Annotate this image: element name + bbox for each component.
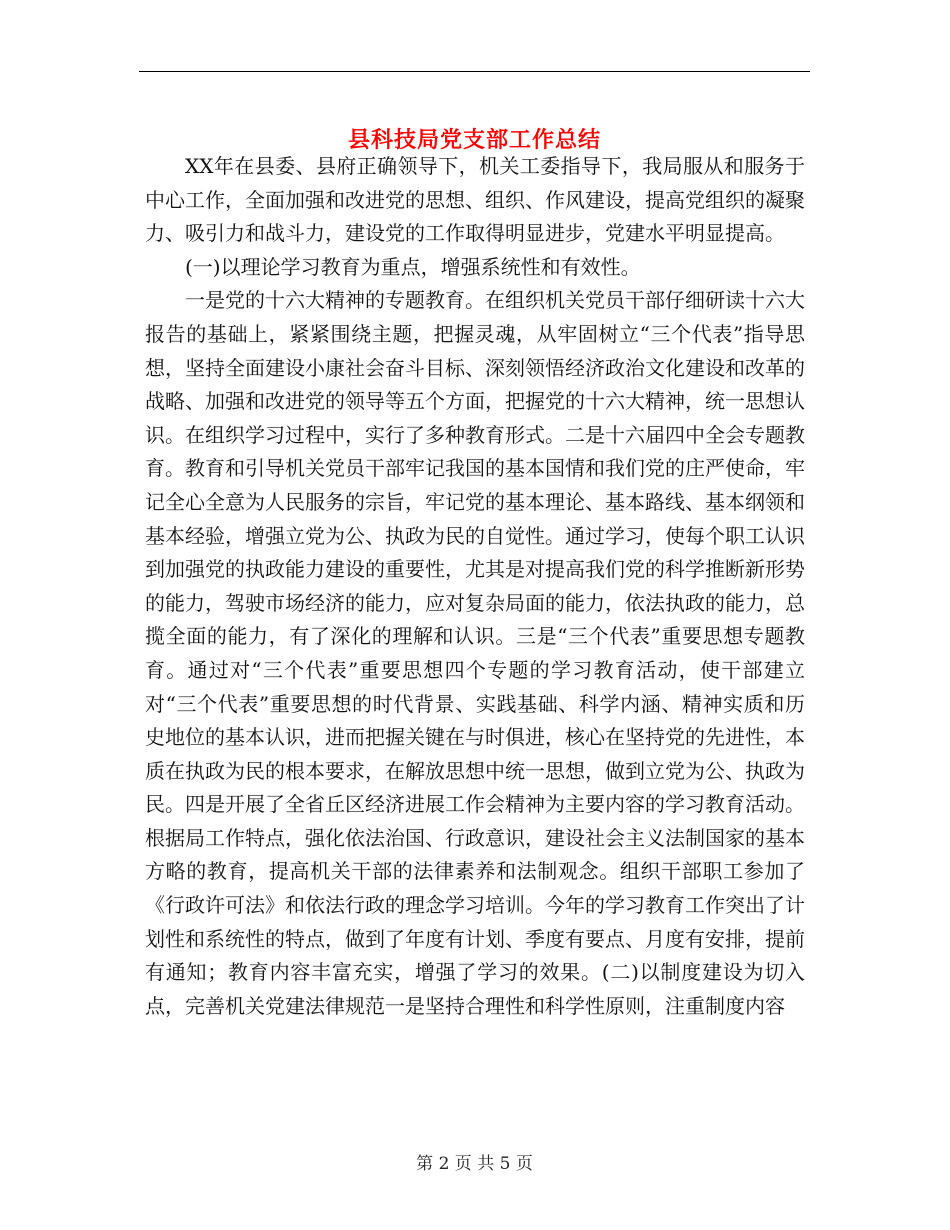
document-body — [145, 150, 805, 1023]
paragraph-section-heading: (一)以理论学习教育为重点，增强系统性和有效性。 — [185, 254, 641, 279]
header-rule — [139, 71, 810, 72]
paragraph-main: 一是党的十六大精神的专题教育。在组织机关党员干部仔细研读十六大报告的基础上，紧紧围绕主题，把握灵魂，从牢固树立“三个代表”指导思想，坚持全面建设小康社会奋斗目标、深刻领悟经济政治文化建设和改革的战略、加强和改进党的领导等五个方面，把握党的十六大精神，统一思想认识。在组织学习过程中，实行了多种教育形式。二是十六届四中全会专题教育。教育和引导机关党员干部牢记我国的基本国情和我们党的庄严使命，牢记全心全意为人民服务的宗旨，牢记党的基本理论、基本路线、基本纲领和基本经验，增强立党为公、执政为民的自觉性。通过学习，使每个职工认识到加强党的执政能力建设的重要性，尤其是对提高我们党的科学推断新形势的能力，驾驶市场经济的能力，应对复杂局面的能力，依法执政的能力，总揽全面的能力，有了深化的理解和认识。三是“三个代表”重要思想专题教育。通过对“三个代表”重要思想四个专题的学习教育活动，使干部建立对“三个代表”重要思想的时代背景、实践基础、科学内涵、精神实质和历史地位的基本认识，进而把握关键在与时俱进，核心在坚持党的先进性，本质在执政为民的根本要求，在解放思想中统一思想，做到立党为公、执政为民。四是开展了全省丘区经济进展工作会精神为主要内容的学习教育活动。根据局工作特点，强化依法治国、行政意识，建设社会主义法制国家的基本方略的教育，提高机关干部的法律素养和法制观念。组织干部职工参加了《行政许可法》和依法行政的理念学习培训。今年的学习教育工作突出了计划性和系统性的特点，做到了年度有计划、季度有要点、月度有安排，提前有通知；教育内容丰富充实，增强了学习的效果。(二)以制度建设为切入点，完善机关党建法律规范一是坚持合理性和科学性原则，注重制度内容 — [145, 288, 805, 1018]
document-title: 县科技局党支部工作总结 — [347, 126, 601, 153]
paragraph-intro: XX年在县委、县府正确领导下，机关工委指导下，我局服从和服务于中心工作，全面加强和改进党的思想、组织、作风建设，提高党组织的凝聚力、吸引力和战斗力，建设党的工作取得明显进步，党建水平明显提高。 — [145, 154, 805, 246]
page-number: 第 2 页 共 5 页 — [416, 1154, 533, 1174]
